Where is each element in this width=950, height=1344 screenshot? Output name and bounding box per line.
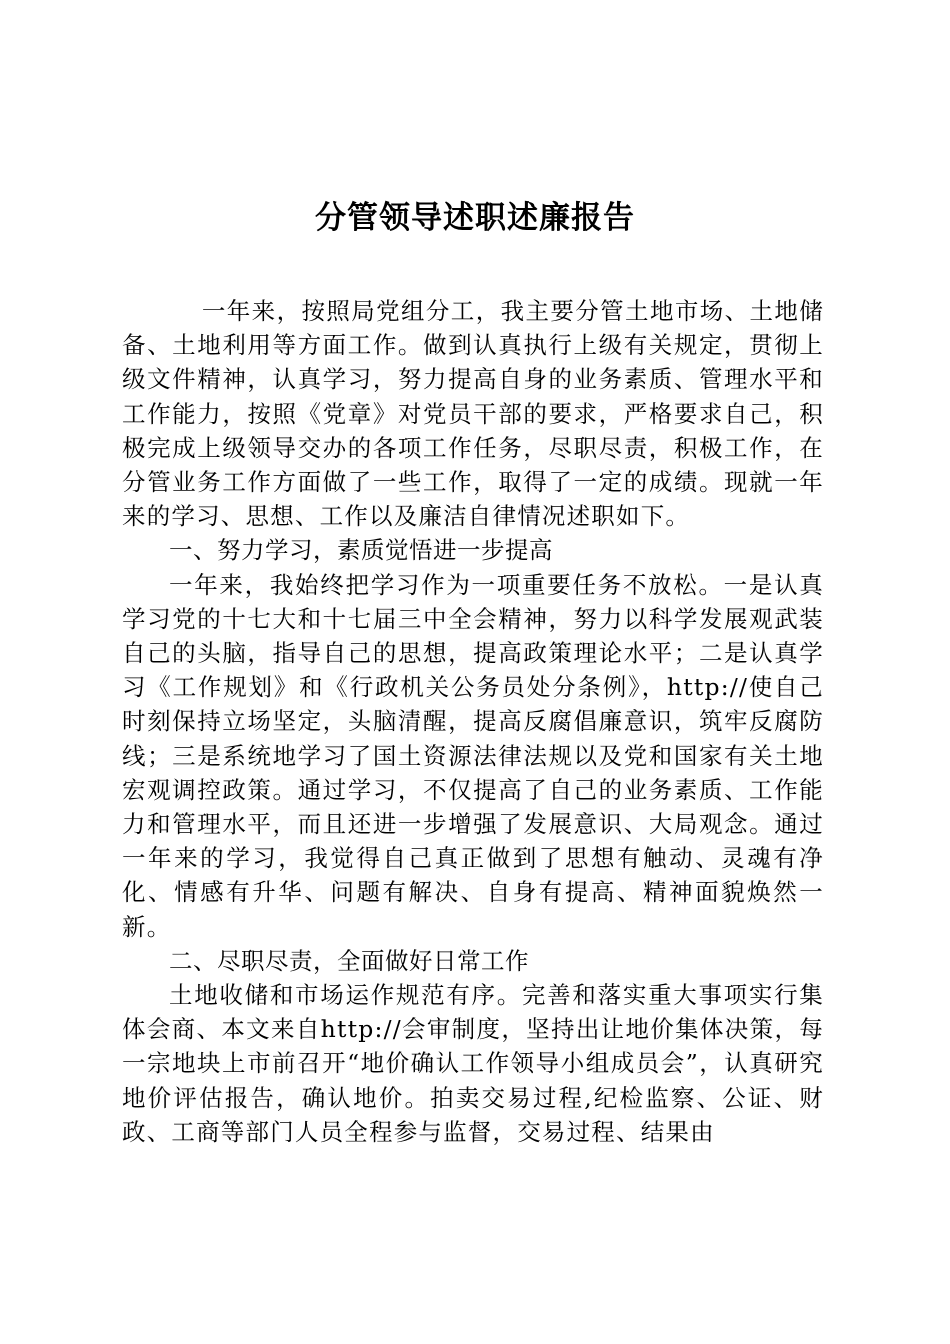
section-paragraph-2: 土地收储和市场运作规范有序。完善和落实重大事项实行集体会商、本文来自http://会审制度，坚持出让地价集体决策，每一宗地块上市前召开“地价确认工作领导小组成员会”，认真研究地价评估报告，确认地价。拍卖交易过程,纪检监察、公证、财政、工商等部门人员全程参与监督，交易过程、结果由 [122, 981, 824, 1146]
section-heading-2: 二、尽职尽责，全面做好日常工作 [169, 946, 529, 975]
intro-paragraph: 一年来，按照局党组分工，我主要分管土地市场、土地储备、土地利用等方面工作。做到认真执行上级有关规定，贯彻上级文件精神，认真学习，努力提高自身的业务素质、管理水平和工作能力，按照《党章》对党员干部的要求，严格要求自己，积极完成上级领导交办的各项工作任务，尽职尽责，积极工作，在分管业务工作方面做了一些工作，取得了一定的成绩。现就一年来的学习、思想、工作以及廉洁自律情况述职如下。 [122, 297, 824, 531]
section-heading-1: 一、努力学习，素质觉悟进一步提高 [169, 536, 553, 565]
section-paragraph-1: 一年来，我始终把学习作为一项重要任务不放松。一是认真学习党的十七大和十七届三中全会精神，努力以科学发展观武装自己的头脑，指导自己的思想，提高政策理论水平；二是认真学习《工作规划》和《行政机关公务员处分条例》，http://使自己时刻保持立场坚定，头脑清醒，提高反腐倡廉意识，筑牢反腐防线；三是系统地学习了国土资源法律法规以及党和国家有关土地宏观调控政策。通过学习，不仅提高了自己的业务素质、工作能力和管理水平，而且还进一步增强了发展意识、大局观念。通过一年来的学习，我觉得自己真正做到了思想有触动、灵魂有净化、情感有升华、问题有解决、自身有提高、精神面貌焕然一新。 [122, 570, 824, 941]
document-title: 分管领导述职述廉报告 [315, 200, 635, 236]
document-body [122, 294, 824, 1149]
